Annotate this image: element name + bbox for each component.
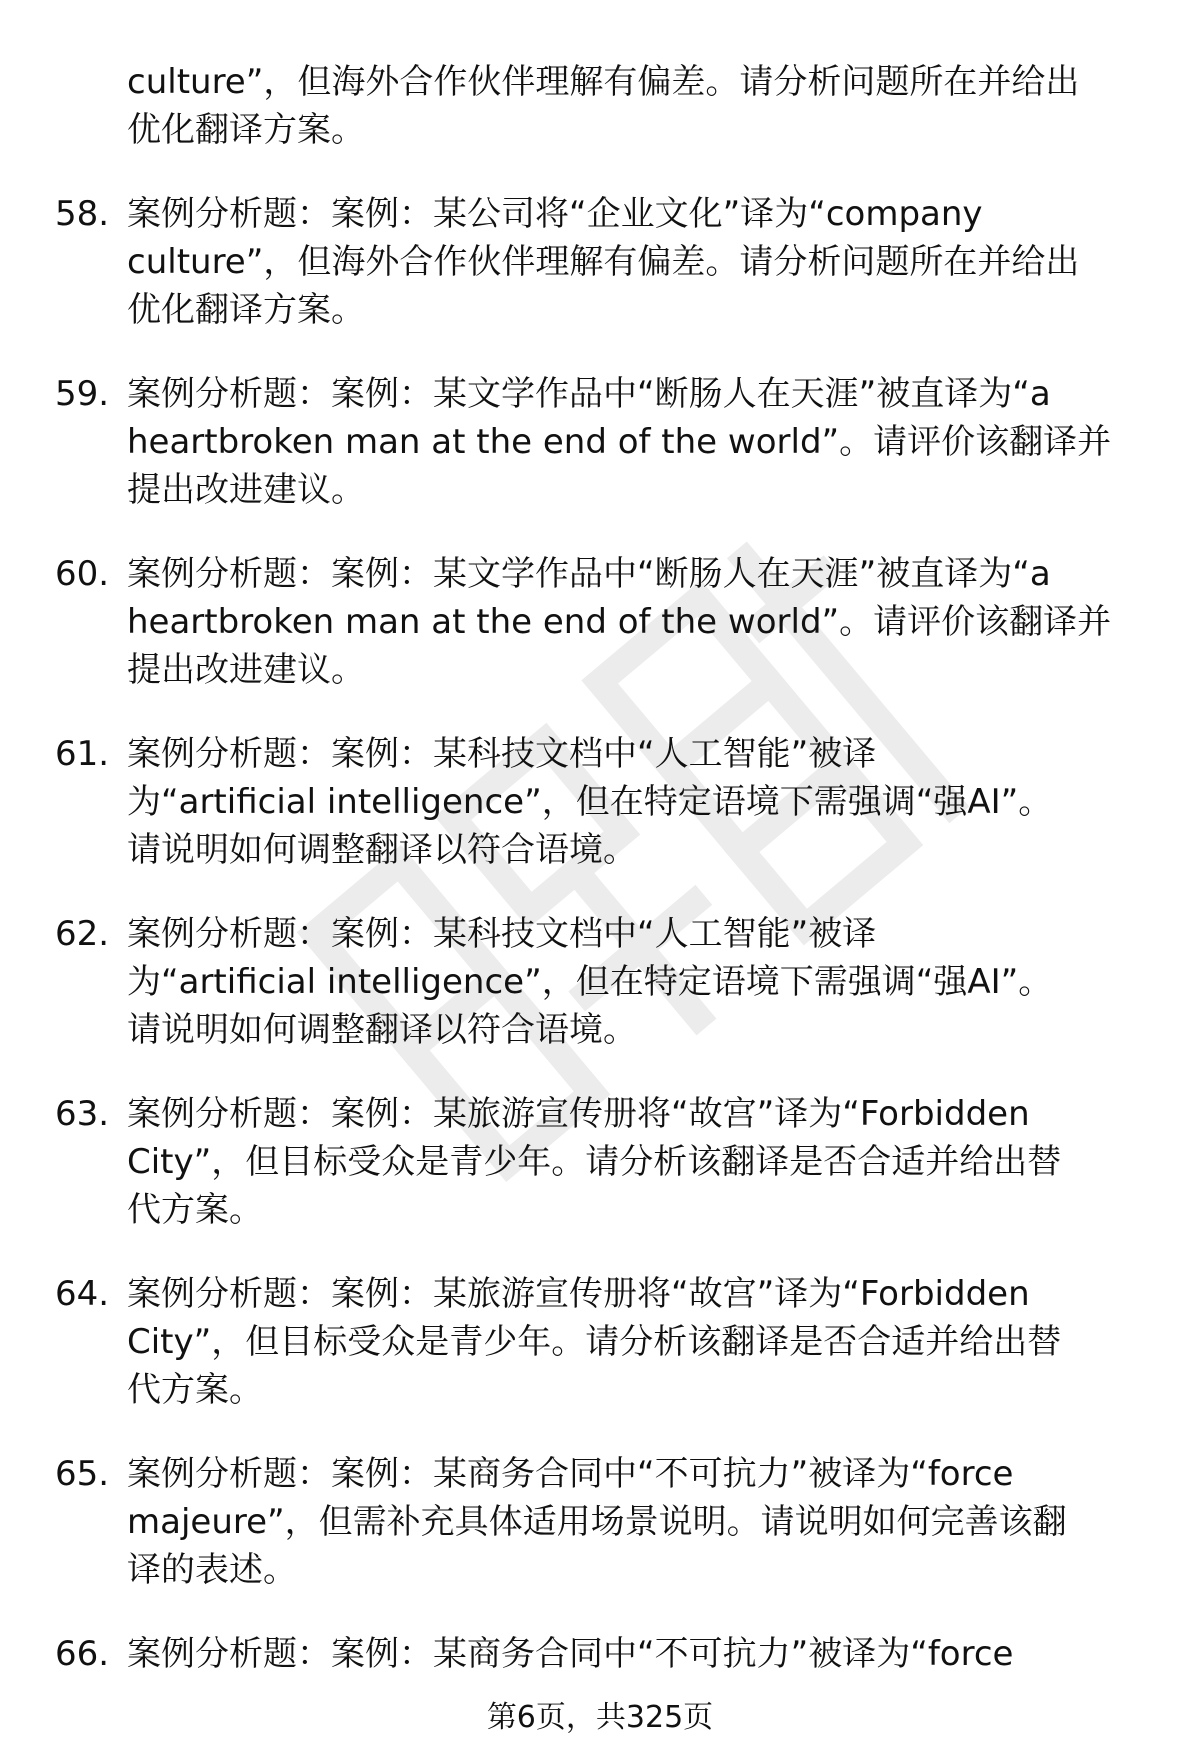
question-text: 案例分析题：案例：某商务合同中“不可抗力”被译为“force majeure”，但需补充具体适用场景说明。请说明如何完善该翻 译的表述。 [127,1454,1067,1590]
question-number: 66. [55,1634,110,1674]
question-item-60 [55,550,1165,694]
question-number: 59. [55,374,110,414]
question-number: 58. [55,194,110,234]
question-list [55,58,1165,1714]
question-number: 62. [55,914,110,954]
question-text: 案例分析题：案例：某科技文档中“人工智能”被译 为“artificial intelligence”，但在特定语境下需强调“强AI”。 请说明如何调整翻译以符合语境。 [127,914,1053,1050]
question-item-61 [55,730,1165,874]
question-text: 案例分析题：案例：某商务合同中“不可抗力”被译为“force [127,1634,1014,1674]
question-item-64 [55,1270,1165,1414]
question-item-62 [55,910,1165,1054]
question-text: 案例分析题：案例：某旅游宣传册将“故宫”译为“Forbidden City”，但目标受众是青少年。请分析该翻译是否合适并给出替 代方案。 [127,1094,1062,1230]
question-number: 65. [55,1454,110,1494]
question-item-59 [55,370,1165,514]
question-number: 61. [55,734,110,774]
question-item-58 [55,190,1165,334]
question-text: 案例分析题：案例：某文学作品中“断肠人在天涯”被直译为“a heartbroken man at the end of the world”。请评价该翻译并 提出改进建议。 [127,554,1112,690]
question-text: 案例分析题：案例：某文学作品中“断肠人在天涯”被直译为“a heartbroken man at the end of the world”。请评价该翻译并 提出改进建议。 [127,374,1112,510]
question-text: 案例分析题：案例：某旅游宣传册将“故宫”译为“Forbidden City”，但目标受众是青少年。请分析该翻译是否合适并给出替 代方案。 [127,1274,1062,1410]
page-number-footer: 第6页，共325页 [486,1700,714,1735]
question-text: 案例分析题：案例：某科技文档中“人工智能”被译 为“artificial intelligence”，但在特定语境下需强调“强AI”。 请说明如何调整翻译以符合语境。 [127,734,1053,870]
question-number: 64. [55,1274,110,1314]
question-text: culture”，但海外合作伙伴理解有偏差。请分析问题所在并给出 优化翻译方案。 [127,62,1080,150]
question-number: 63. [55,1094,110,1134]
question-text: 案例分析题：案例：某公司将“企业文化”译为“company culture”，但海外合作伙伴理解有偏差。请分析问题所在并给出 优化翻译方案。 [127,194,1080,330]
question-item-63 [55,1090,1165,1234]
question-number: 60. [55,554,110,594]
question-item-66 [55,1630,1165,1678]
question-continuation [55,58,1165,154]
question-item-65 [55,1450,1165,1594]
